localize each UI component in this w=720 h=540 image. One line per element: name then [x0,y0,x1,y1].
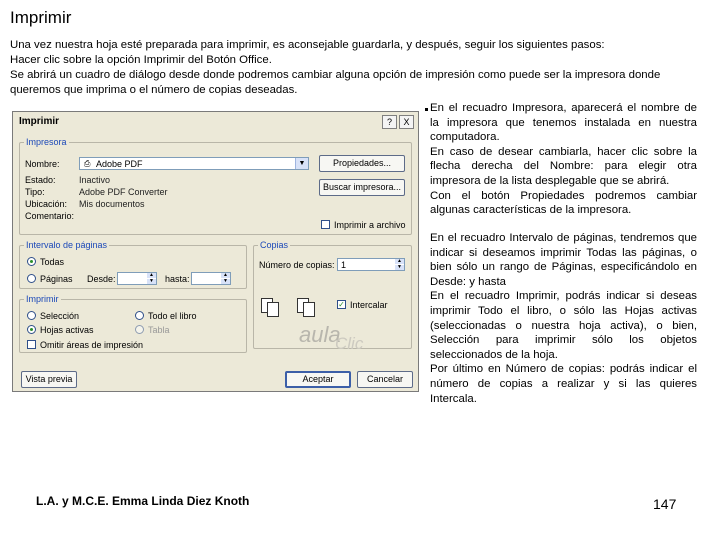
collate-label: Intercalar [350,300,388,310]
watermark-text: Clic [335,334,364,353]
spin-down-icon[interactable]: ▼ [221,279,230,284]
printer-name-value: Adobe PDF [96,159,143,169]
active-sheets-radio[interactable] [27,325,36,334]
printer-explanation [430,101,697,218]
whole-book-label: Todo el libro [148,311,197,321]
page-stack-icon [303,302,315,317]
paragraph: En caso de desear cambiarla, hacer clic sobre la flecha derecha del Nombre: para elegir otra impresora de la lista desplegable que se abrirá. [430,145,697,187]
intro-line: Una vez nuestra hoja esté preparada para imprimir, es aconsejable guardarla, y después, seguir los siguientes pasos: [10,39,605,51]
paragraph: En el recuadro Imprimir, podrás indicar si deseas imprimir Todo el libro, o sólo las Hojas activas (seleccionadas o nuestra hoja activa), o bien, Selección para imprimir sólo los objetos seleccionados de la hoja. [430,290,697,361]
chevron-down-icon[interactable]: ▼ [295,158,308,169]
author-footer: L.A. y M.C.E. Emma Linda Diez Knoth [36,494,250,508]
type-value: Adobe PDF Converter [79,187,168,197]
table-radio[interactable] [135,325,144,334]
printer-icon: ⎙ [84,159,91,168]
ignore-areas-checkbox[interactable] [27,340,36,349]
spin-up-icon[interactable]: ▲ [221,273,230,278]
print-dialog [12,111,419,392]
paragraph: Por último en Número de copias: podrás indicar el número de copias a realizar y si las quieres Intercala. [430,363,697,405]
range-to-label: hasta: [165,274,190,284]
range-from-input[interactable] [117,272,157,285]
bullet-mark [425,108,428,111]
print-to-file-checkbox[interactable] [321,220,330,229]
page-title: Imprimir [10,8,72,27]
status-value: Inactivo [79,175,111,185]
collate-checkbox[interactable]: ✓ [338,300,345,309]
print-what-label: Imprimir [26,294,59,304]
watermark-text: aula [299,322,341,347]
comment-label: Comentario: [25,211,75,221]
range-from-label: Desde: [87,274,116,284]
range-to-input[interactable] [191,272,231,285]
intro-line: Se abrirá un cuadro de diálogo desde donde podremos cambiar alguna opción de impresión como puede ser la impresora donde queremos que imprima o el número de copias deseadas. [10,69,661,96]
copies-number-input[interactable] [337,258,405,271]
intro-line: Hacer clic sobre la opción Imprimir del Botón Office. [10,54,272,66]
preview-button[interactable]: Vista previa [21,371,77,388]
dialog-title: Imprimir [19,116,60,127]
copies-number-value: 1 [341,260,347,270]
ignore-areas-label: Omitir áreas de impresión [40,340,144,350]
range-pages-radio[interactable] [27,274,36,283]
printer-group-label: Impresora [26,137,67,147]
page-number: 147 [653,496,677,512]
status-label: Estado: [25,175,56,185]
whole-book-radio[interactable] [135,311,144,320]
spin-down-icon[interactable]: ▼ [147,279,156,284]
selection-radio[interactable] [27,311,36,320]
spin-up-icon[interactable]: ▲ [395,259,404,264]
options-explanation [430,231,697,406]
active-sheets-label: Hojas activas [40,325,94,335]
copies-group-label: Copias [260,240,289,250]
range-all-radio[interactable] [27,257,36,266]
find-printer-button[interactable]: Buscar impresora... [319,179,405,196]
table-label: Tabla [148,325,170,335]
printer-name-label: Nombre: [25,159,60,169]
range-pages-label: Páginas [40,274,73,284]
type-label: Tipo: [25,187,45,197]
properties-button[interactable]: Propiedades... [319,155,405,172]
close-button[interactable]: X [399,115,414,129]
spin-up-icon[interactable]: ▲ [147,273,156,278]
location-value: Mis documentos [79,199,145,209]
printer-name-select[interactable] [79,157,309,170]
paragraph: En el recuadro Intervalo de páginas, tendremos que indicar si deseamos imprimir Todas las páginas, o bien sólo un rango de Páginas, especificándolo en Desde: y hasta [430,232,697,288]
print-to-file-label: Imprimir a archivo [334,220,406,230]
paragraph: En el recuadro Impresora, aparecerá el nombre de la impresora que tenemos instalada en nuestra computadora. [430,102,697,144]
range-all-label: Todas [40,257,65,267]
page-stack-icon [267,302,279,317]
copies-number-label: Número de copias: [259,260,335,270]
intro-text [10,38,710,98]
cancel-button[interactable]: Cancelar [357,371,413,388]
selection-label: Selección [40,311,80,321]
ok-button[interactable]: Aceptar [285,371,351,388]
help-button[interactable]: ? [382,115,397,129]
spin-down-icon[interactable]: ▼ [395,265,404,270]
paragraph: Con el botón Propiedades podremos cambiar algunas características de la impresora. [430,189,697,217]
location-label: Ubicación: [25,199,68,209]
page-range-label: Intervalo de páginas [26,240,108,250]
